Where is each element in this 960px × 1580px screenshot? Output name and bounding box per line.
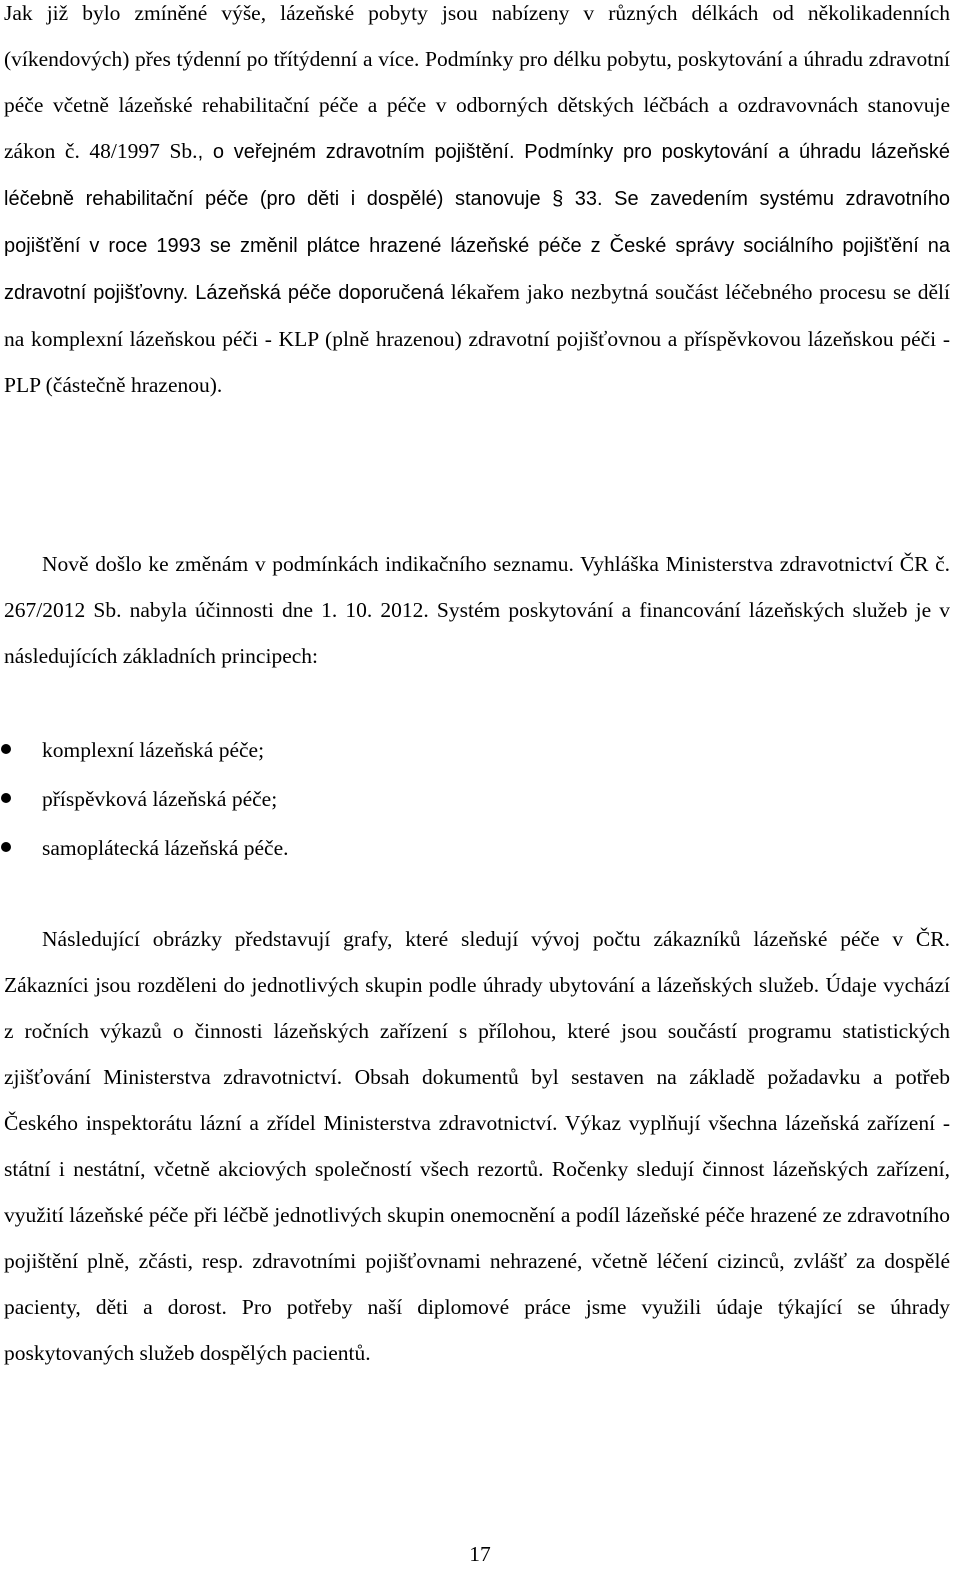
page-number: 17 bbox=[469, 1542, 491, 1566]
list-item-text: komplexní lázeňská péče; bbox=[42, 738, 265, 762]
bullet-icon bbox=[1, 744, 11, 754]
paragraph-text-serif-end: lékařem jako nezbytná součást léčebného procesu se dělí na komplexní lázeňskou péči - KLP (plně hrazenou) zdravotní pojišťovnou a příspěvkovou lázeňskou péči - PLP (částečně hrazenou). bbox=[4, 280, 950, 397]
list-item-text: samoplátecká lázeňská péče. bbox=[42, 836, 289, 860]
paragraph-text-sans: , o veřejném zdravotním pojištění. Podmínky pro poskytování a úhradu lázeňské léčebně rehabilitační péče (pro děti i dospělé) stanovuje § 33. Se zavedením systému zdravotního pojišťění v roce 1993 se změnil plátce hrazené lázeňské péče z České správy sociálního pojišťění na zdravotní pojišťovny. Lázeňská péče doporučená bbox=[4, 141, 951, 304]
paragraph-spa-stays bbox=[4, 0, 950, 408]
bullet-icon bbox=[1, 793, 11, 803]
paragraph-text-serif: Jak již bylo zmíněné výše, lázeňské pobyty jsou nabízeny v různých délkách od několikadenních (víkendových) přes týdenní po třítýdenní a více. Podmínky pro délku pobytu, poskytování a úhradu zdravotní péče včetně lázeňské rehabilitační péče a péče v odborných dětských léčbách a ozdravovnách stanovuje zákon č. 48/1997 Sb. bbox=[4, 1, 950, 163]
list-item bbox=[0, 775, 946, 824]
list-item bbox=[0, 824, 946, 873]
bullet-list-care-types bbox=[0, 726, 946, 873]
bullet-icon bbox=[1, 842, 11, 852]
paragraph-graphs-intro: Následující obrázky představují grafy, které sledují vývoj počtu zákazníků lázeňské péče v ČR. Zákazníci jsou rozděleni do jednotlivých skupin podle úhrady ubytování a lázeňských služeb. Údaje vychází z ročních výkazů o činnosti lázeňských zařízení s přílohou, které jsou součástí programu statistických zjišťování Ministerstva zdravotnictví. Obsah dokumentů byl sestaven na základě požadavku a potřeb Českého inspektorátu lázní a zřídel Ministerstva zdravotnictví. Výkaz vyplňují všechna lázeňská zařízení - státní i nestátní, včetně akciových společností všech rezortů. Ročenky sledují činnost lázeňských zařízení, využití lázeňské péče při léčbě jednotlivých skupin onemocnění a podíl lázeňské péče hrazené ze zdravotního pojištění plně, zčásti, resp. zdravotními pojišťovnami nehrazené, včetně léčení cizinců, zvlášť za dospělé pacienty, děti a dorost. Pro potřeby naší diplomové práce jsme využili údaje týkající se úhrady poskytovaných služeb dospělých pacientů. bbox=[4, 927, 950, 1365]
paragraph-indication-list: Nově došlo ke změnám v podmínkách indikačního seznamu. Vyhláška Ministerstva zdravotnictví ČR č. 267/2012 Sb. nabyla účinnosti dne 1. 10. 2012. Systém poskytování a financování lázeňských služeb je v následujících základních principech: bbox=[4, 552, 950, 668]
list-item bbox=[0, 726, 946, 775]
list-item-text: příspěvková lázeňská péče; bbox=[42, 787, 278, 811]
